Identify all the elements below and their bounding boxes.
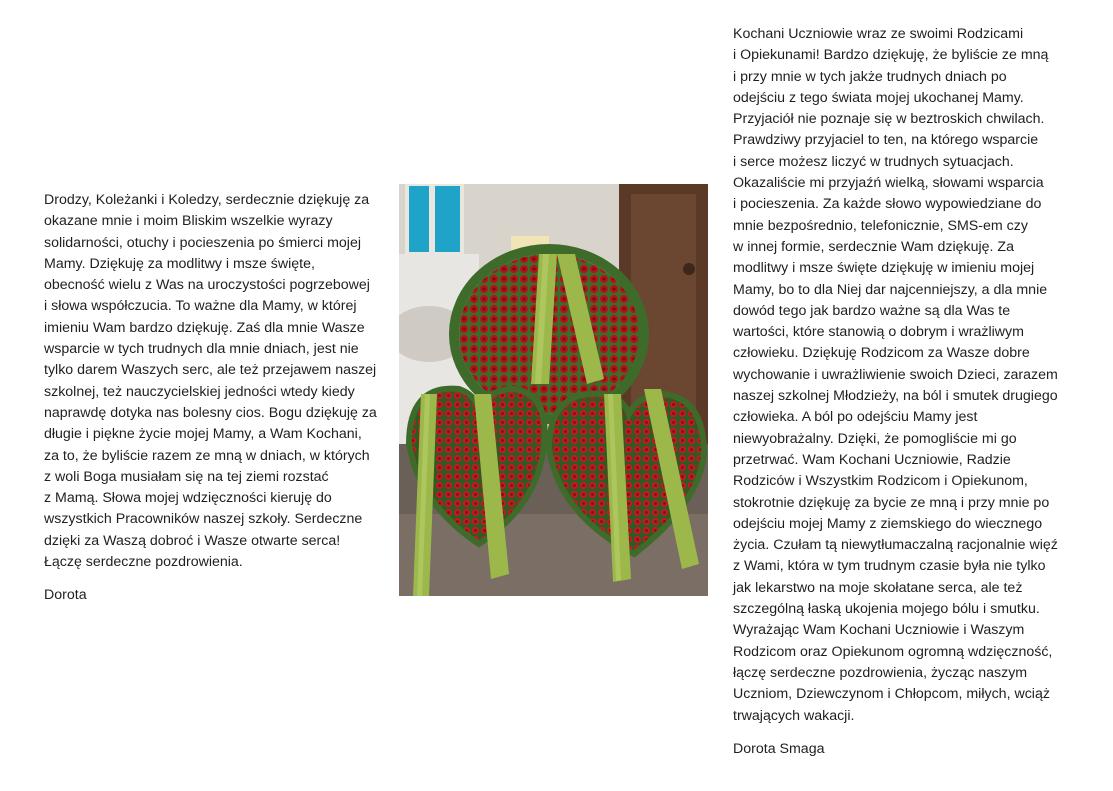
text-line: życia. Czułam tą niewytłumaczalną racjonalnie więź (733, 537, 1058, 554)
text-line: Mamy. Dziękuję za modlitwy i msze święte, (44, 255, 315, 272)
text-line: Drodzy, Koleżanki i Koledzy, serdecznie dziękuję za (44, 192, 370, 208)
text-line: i serce możesz liczyć w trudnych sytuacjach. (733, 153, 1014, 170)
text-line: i Opiekunami! Bardzo dziękuję, że byliście ze mną (733, 47, 1049, 64)
text-line: Rodziców i Wszystkim Rodzicom i Opiekunom, (733, 473, 1028, 490)
text-line: modlitwy i msze święte dziękuję w imieniu mojej (733, 260, 1035, 277)
text-line: niewyobrażalny. Dzięki, że pomogliście mi go (733, 430, 1017, 447)
left-letter (44, 190, 389, 607)
text-line: szczególną łaską ukojenia mojego bólu i smutku. (733, 601, 1040, 618)
text-line: obecność wielu z Was na uroczystości pogrzebowej (44, 277, 370, 294)
text-line: Wyrażając Wam Kochani Uczniowie i Waszym (733, 622, 1025, 639)
text-line: tylko darem Waszych serc, ale też przejawem naszej (44, 362, 377, 379)
text-line: szkolnej, też nauczycielskiej jedności wtedy kiedy (44, 383, 355, 400)
text-line: Uczniom, Dziewczynom i Chłopcom, miłych, wciąż (733, 686, 1050, 703)
text-line: Okazaliście mi przyjaźń wielką, słowami wsparcia (733, 175, 1044, 192)
text-line: stokrotnie dziękuję za bycie ze mną i przy mnie po (733, 494, 1050, 511)
text-line: okazane mnie i moim Bliskim wszelkie wyrazy (44, 213, 333, 230)
text-line: Przyjaciół nie poznaje się w beztroskich chwilach. (733, 111, 1045, 128)
text-line: Rodzicom oraz Opiekunom ogromną wdzięczność, (733, 643, 1053, 660)
text-line: długie i piękne życie mojej Mamy, a Wam Kochani, (44, 426, 362, 443)
text-line: z woli Boga musiałam się na tej ziemi rozstać (44, 468, 329, 485)
text-line: naszej szkolnej Młodzieży, na ból i smutek drugiego (733, 388, 1058, 405)
text-line: jak lekarstwo na moje skołatane serca, ale też (733, 579, 1023, 596)
text-line: Prawdziwy przyjaciel to ten, na którego wsparcie (733, 132, 1039, 149)
text-line: w innej formie, serdecznie Wam dziękuję. Za (733, 238, 1014, 255)
funeral-wreaths-photo (399, 184, 708, 596)
right-signature: Dorota Smaga (733, 740, 825, 757)
text-line: z Wami, która w tym trudnym czasie była nie tylko (733, 558, 1046, 575)
text-line: z Mamą. Słowa mojej wdzięczności kieruję do (44, 490, 332, 507)
text-line: wychowanie i uwrażliwienie swoich Dzieci, zarazem (733, 366, 1058, 383)
text-line: i przy mnie w tych jakże trudnych dniach po (733, 68, 1007, 85)
text-line: przetrwać. Wam Kochani Uczniowie, Radzie (733, 451, 1011, 468)
text-line: Łączę serdeczne pozdrowienia. (44, 554, 243, 571)
text-line: wartości, które stanowią o dobrym i wrażliwym (733, 324, 1024, 341)
text-line: Kochani Uczniowie wraz ze swoimi Rodzicami (733, 26, 1024, 42)
right-letter-body (733, 24, 1078, 727)
text-line: odejściu mojej Mamy z ziemskiego do wiecznego (733, 515, 1043, 532)
text-line: solidarności, otuchy i pocieszenia po śmierci mojej (44, 234, 361, 251)
text-line: dowód tego jak bardzo ważne są dla Was te (733, 302, 1011, 319)
left-signature: Dorota (44, 587, 87, 604)
text-line: łączę serdeczne pozdrowienia, życząc naszym (733, 664, 1028, 681)
text-line: odejściu z tego świata mojej ukochanej Mamy. (733, 89, 1024, 106)
text-line: trwających wakacji. (733, 707, 855, 724)
text-line: wszystkich Pracowników naszej szkoły. Serdeczne (44, 511, 363, 528)
text-line: i pocieszenia. Za każde słowo wypowiedziane do (733, 196, 1042, 213)
left-letter-body (44, 190, 389, 573)
right-letter (733, 24, 1078, 760)
text-line: Mamy, bo to dla Niej dar najcenniejszy, a dla mnie (733, 281, 1048, 298)
text-line: człowieka. A ból po odejściu Mamy jest (733, 409, 978, 426)
text-line: za to, że byliście razem ze mną w dniach, w których (44, 447, 370, 464)
text-line: i słowa współczucia. To ważne dla Mamy, w której (44, 298, 357, 315)
text-line: naprawdę dotyka nas bolesny cios. Bogu dziękuję za (44, 404, 377, 421)
text-line: człowieku. Dziękuję Rodzicom za Wasze dobre (733, 345, 1030, 362)
text-line: wsparcie w tych trudnych dla mnie dniach, jest nie (44, 341, 359, 358)
text-line: dzięki za Waszą dobroć i Wasze otwarte serca! (44, 532, 341, 549)
text-line: imieniu Wam bardzo dziękuję. Zaś dla mnie Wasze (44, 319, 365, 336)
text-line: mnie bezpośrednio, telefonicznie, SMS-em czy (733, 217, 1028, 234)
